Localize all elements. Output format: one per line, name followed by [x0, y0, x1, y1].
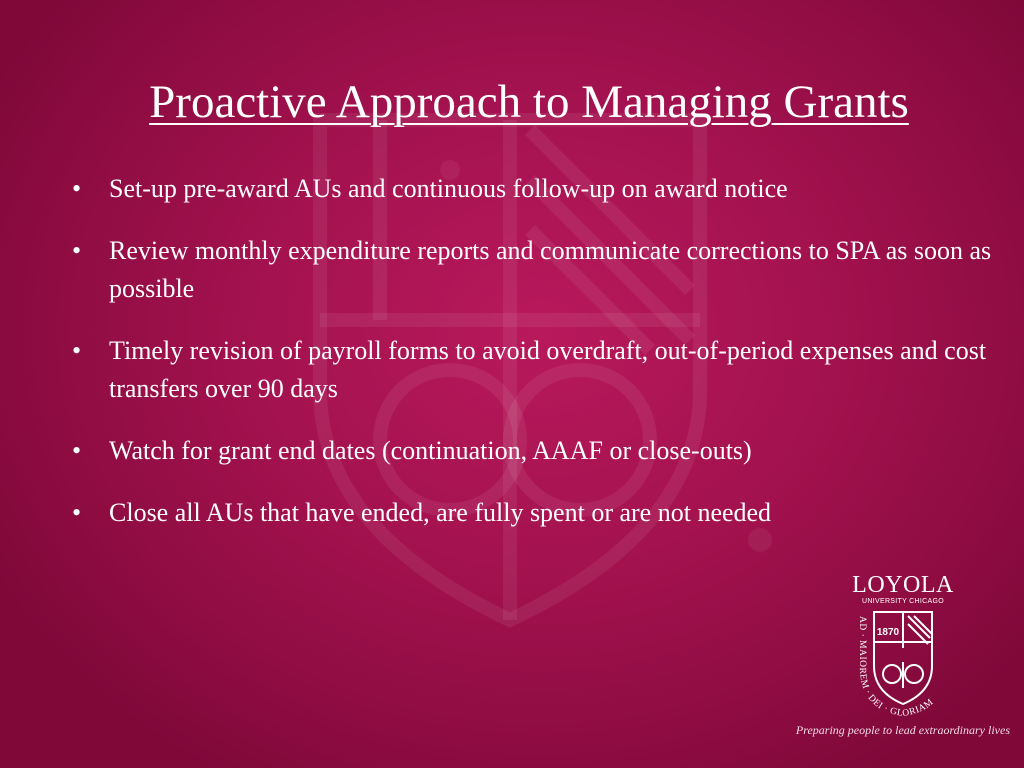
bullet-dot: • [72, 336, 82, 365]
bullet-dot: • [72, 436, 82, 465]
bullet-text: Timely revision of payroll forms to avoid overdraft, out-of-period expenses and cost transfers over 90 days [109, 336, 987, 403]
bullet-item [72, 432, 992, 470]
tagline: Preparing people to lead extraordinary lives [795, 723, 1010, 737]
bullet-item [72, 332, 992, 408]
bullet-dot: • [72, 498, 82, 527]
bullet-text: Set-up pre-award AUs and continuous follow-up on award notice [109, 174, 788, 203]
bullet-list [72, 170, 992, 556]
bullet-dot: • [72, 174, 82, 203]
seal-motto: AD · MAIOREM · DEI · GLORIAM [856, 616, 936, 720]
logo-subtitle: UNIVERSITY CHICAGO [862, 598, 944, 605]
logo-wordmark: LOYOLA [852, 572, 954, 598]
bullet-text: Close all AUs that have ended, are fully spent or are not needed [109, 498, 772, 527]
loyola-logo [848, 572, 958, 720]
slide-title: Proactive Approach to Managing Grants [149, 76, 909, 128]
bullet-text: Review monthly expenditure reports and communicate corrections to SPA as soon as possible [109, 236, 992, 303]
university-seal-icon [850, 608, 956, 720]
bullet-item [72, 170, 992, 208]
bullet-item [72, 232, 992, 308]
bullet-item [72, 494, 992, 532]
seal-year: 1870 [876, 627, 900, 638]
bullet-text: Watch for grant end dates (continuation, AAAF or close-outs) [109, 436, 752, 465]
bullet-dot: • [72, 236, 82, 265]
